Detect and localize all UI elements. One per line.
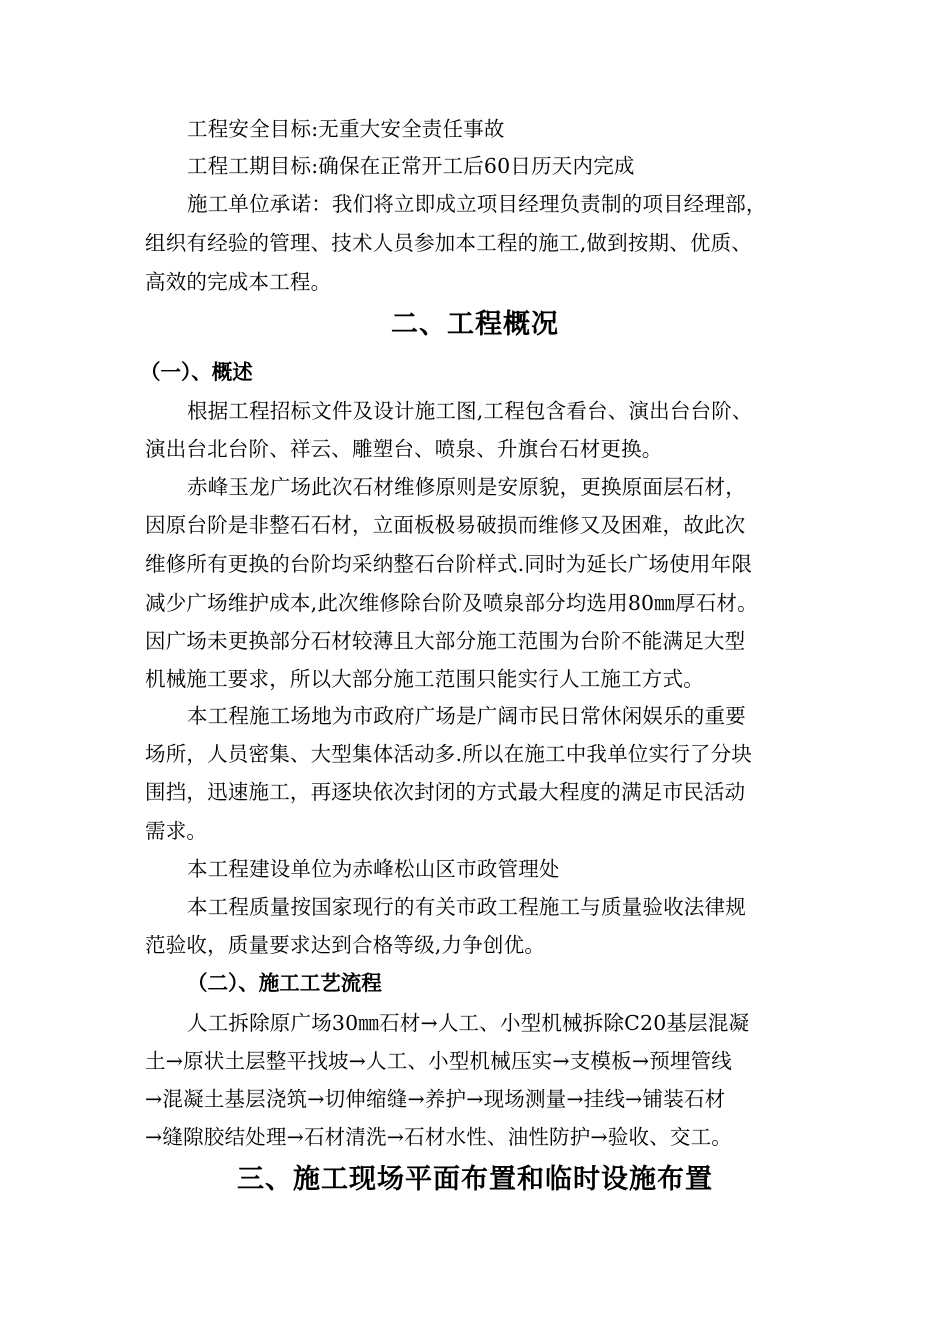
paragraph-line-site-2: 场所，人员密集、大型集体活动多.所以在施工中我单位实行了分块 (145, 742, 753, 766)
paragraph-line-principle-1: 赤峰玉龙广场此次石材维修原则是安原貌，更换原面层石材， (187, 475, 746, 499)
paragraph-line-safety-goal: 工程安全目标:无重大安全责任事故 (187, 117, 505, 141)
paragraph-line-overview-2: 演出台北台阶、祥云、雕塑台、喷泉、升旗台石材更换。 (145, 437, 663, 461)
paragraph-line-schedule-goal: 工程工期目标:确保在正常开工后60日历天内完成 (187, 154, 635, 178)
subsection-title-overview: （一）、概述 (140, 360, 253, 384)
paragraph-line-principle-4: 减少广场维护成本,此次维修除台阶及喷泉部分均选用80㎜厚石材。 (145, 591, 758, 615)
paragraph-line-process-1: 人工拆除原广场30㎜石材→人工、小型机械拆除C20基层混凝 (187, 1011, 750, 1035)
paragraph-line-site-1: 本工程施工场地为市政府广场是广阔市民日常休闲娱乐的重要 (187, 704, 746, 728)
paragraph-line-site-4: 需求。 (145, 819, 208, 843)
section-title-site-layout: 三、施工现场平面布置和临时设施布置 (237, 1164, 713, 1195)
paragraph-line-process-3: →混凝土基层浇筑→切伸缩缝→养护→现场测量→挂线→铺装石材 (145, 1087, 726, 1111)
paragraph-line-principle-3: 维修所有更换的台阶均采纳整石台阶样式.同时为延长广场使用年限 (145, 552, 753, 576)
paragraph-line-quality-1: 本工程质量按国家现行的有关市政工程施工与质量验收法律规 (187, 895, 746, 919)
paragraph-line-process-4: →缝隙胶结处理→石材清洗→石材水性、油性防护→验收、交工。 (145, 1125, 733, 1149)
paragraph-line-commitment-2: 组织有经验的管理、技术人员参加本工程的施工,做到按期、优质、 (145, 231, 753, 255)
paragraph-line-quality-2: 范验收，质量要求达到合格等级,力争创优。 (145, 933, 546, 957)
paragraph-line-overview-1: 根据工程招标文件及设计施工图,工程包含看台、演出台台阶、 (187, 399, 753, 423)
paragraph-line-commitment-3: 高效的完成本工程。 (145, 270, 332, 294)
paragraph-line-commitment-1: 施工单位承诺：我们将立即成立项目经理负责制的项目经理部， (187, 192, 767, 216)
paragraph-line-owner: 本工程建设单位为赤峰松山区市政管理处 (187, 857, 560, 881)
paragraph-line-process-2: 土→原状土层整平找坡→人工、小型机械压实→支模板→预埋管线 (145, 1049, 733, 1073)
subsection-title-process-flow: （二）、施工工艺流程 (187, 971, 382, 995)
paragraph-line-site-3: 围挡，迅速施工，再逐块依次封闭的方式最大程度的满足市民活动 (145, 780, 746, 804)
section-title-project-overview: 二、工程概况 (391, 309, 559, 340)
paragraph-line-principle-2: 因原台阶是非整石石材，立面板极易破损而维修又及困难，故此次 (145, 513, 746, 537)
paragraph-line-principle-5: 因广场未更换部分石材较薄且大部分施工范围为台阶不能满足大型 (145, 629, 746, 653)
paragraph-line-principle-6: 机械施工要求，所以大部分施工范围只能实行人工施工方式。 (145, 667, 704, 691)
